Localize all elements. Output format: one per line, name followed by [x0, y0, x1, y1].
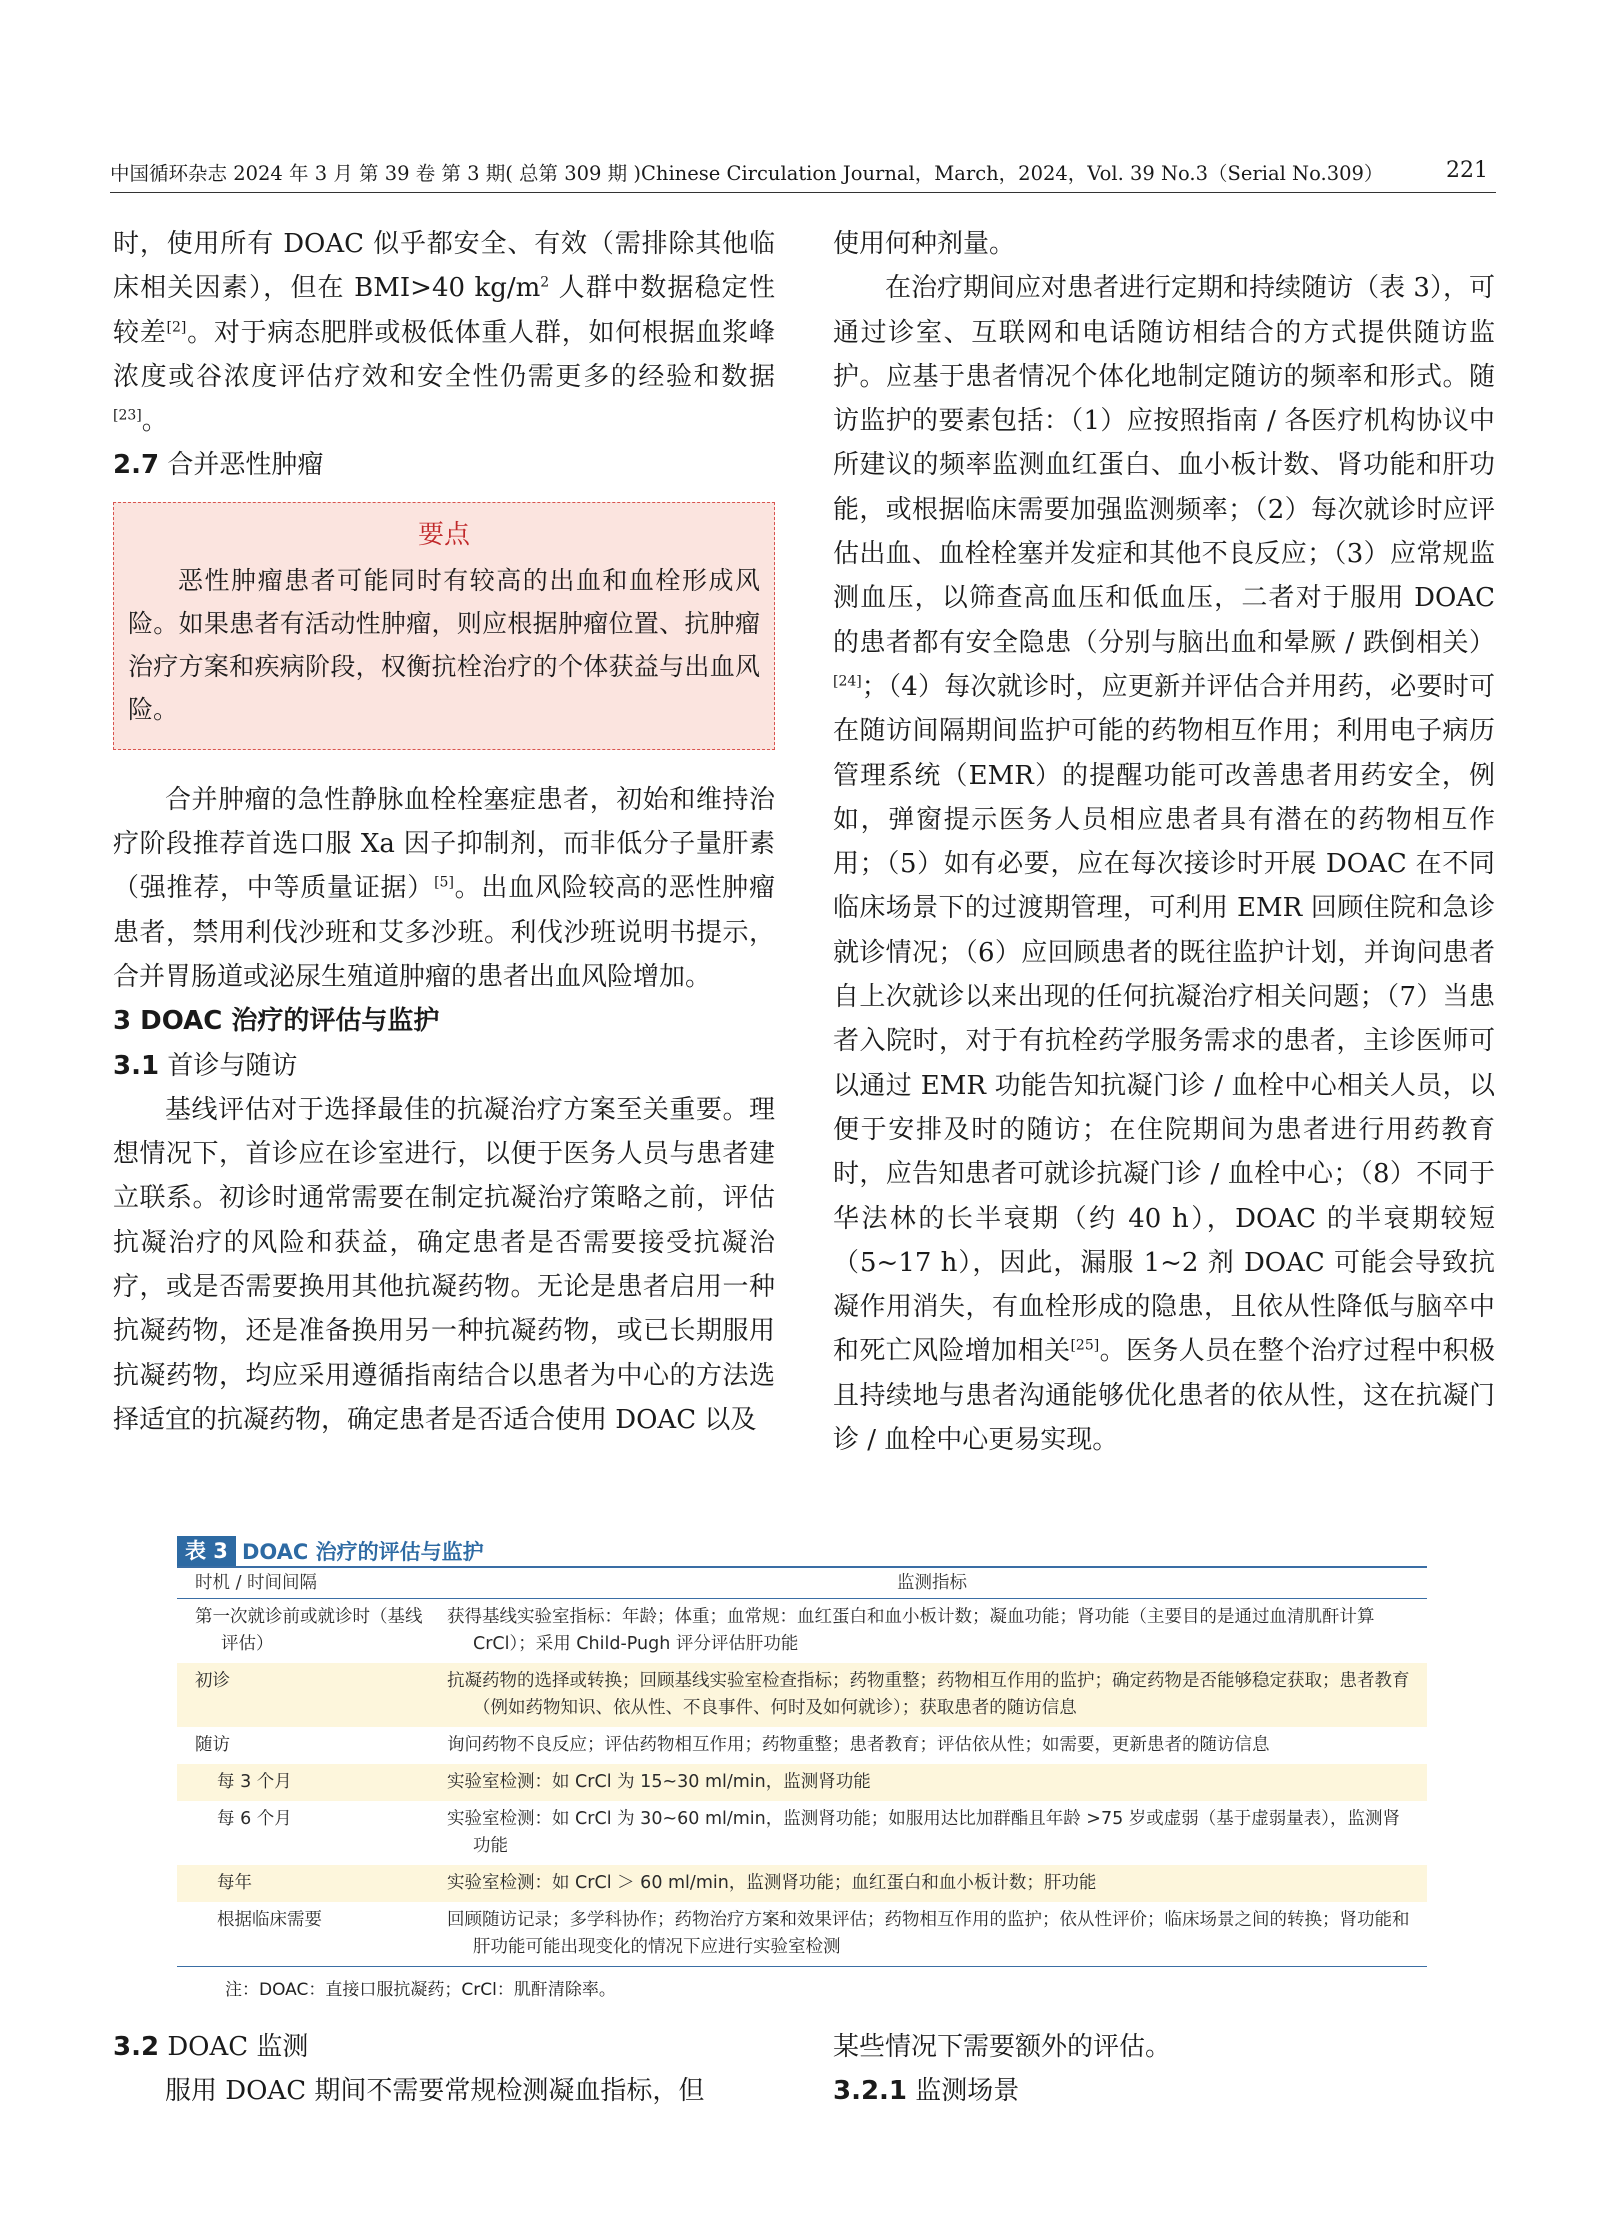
section-title: DOAC 监测	[167, 2032, 309, 2062]
text-run: 在治疗期间应对患者进行定期和持续随访（表 3），可通过诊室、互联网和电话随访相结合的方式提供随访监护。应基于患者情况个体化地制定随访的频率和形式。随访监护的要素包括：（1）应按照指南 / 各医疗机构协议中所建议的频率监测血红蛋白、血小板计数、肾功能和肝功能，或根据临床需要加强监测频率；（2）每次就诊时应评估出血、血栓栓塞并发症和其他不良反应；（3）应常规监测血压，以筛查高血压和低血压，二者对于服用 DOAC 的患者都有安全隐患（分别与脑出血和晕厥 / 跌倒相关）	[833, 273, 1495, 658]
paragraph-extra-eval: 某些情况下需要额外的评估。	[833, 2032, 1172, 2062]
text-run: 合并肿瘤的急性静脉血栓栓塞症患者，初始和维持治疗阶段推荐首选口服 Xa 因子抑制剂，而非低分子量肝素（强推荐，中等质量证据）	[113, 784, 775, 904]
text-run: 。医务人员在整个治疗过程中积极且持续地与患者沟通能够优化患者的依从性，这在抗凝门诊 / 血栓中心更易实现。	[833, 1336, 1495, 1456]
text-run: 时，使用所有 DOAC 似乎都安全、有效（需排除其他临床相关因素），但在 BMI>40 kg/m	[113, 229, 775, 304]
indicator-text: 获得基线实验室指标：年龄；体重；血常规：血红蛋白和血小板计数；凝血功能；肾功能（主要目的是通过血清肌酐计算 CrCl）；采用 Child-Pugh 评分评估肝功能	[447, 1607, 1375, 1654]
citation-ref: [5]	[434, 874, 454, 891]
indicator-text: 询问药物不良反应；评估药物相互作用；药物重整；患者教育；评估依从性；如需要，更新患者的随访信息	[447, 1735, 1270, 1755]
section-number: 2.7	[113, 450, 160, 481]
section-heading-3-2	[113, 2025, 775, 2069]
header-rule	[110, 192, 1496, 193]
table-row	[177, 1663, 1427, 1727]
keypoint-title: 要点	[417, 519, 470, 550]
text-run: 。	[141, 406, 168, 437]
right-column	[833, 222, 1495, 1462]
indicator-cell	[437, 1806, 1427, 1860]
indicator-cell	[437, 1870, 1427, 1897]
indicator-cell	[437, 1604, 1427, 1658]
table-title: DOAC 治疗的评估与监护	[241, 1540, 484, 1564]
table-row	[177, 1865, 1427, 1902]
text-run: 。对于病态肥胖或极低体重人群，如何根据血浆峰浓度或谷浓度评估疗效和安全性仍需更多的经验和数据	[113, 317, 775, 392]
citation-ref: [23]	[113, 407, 142, 424]
indicator-text: 实验室检测：如 CrCl ＞ 60 ml/min，监测肾功能；血红蛋白和血小板计数；肝功能	[447, 1873, 1097, 1893]
paragraph-dose: 使用何种剂量。	[833, 229, 1016, 259]
superscript: 2	[540, 274, 550, 291]
timing-cell: 根据临床需要	[217, 1910, 322, 1930]
timing-text: 第一次就诊前或就诊时（基线评估）	[195, 1607, 423, 1654]
indicator-cell	[437, 1907, 1427, 1961]
paragraph-monitoring: 服用 DOAC 期间不需要常规检测凝血指标，但	[165, 2076, 705, 2107]
section-heading-3	[113, 999, 775, 1043]
indicator-text: 回顾随访记录；多学科协作；药物治疗方案和效果评估；药物相互作用的监护；依从性评价；临床场景之间的转换；肾功能和肝功能可能出现变化的情况下应进行实验室检测	[447, 1910, 1410, 1957]
indicator-cell	[437, 1769, 1427, 1796]
section-number: 3.1	[113, 1050, 160, 1081]
table-row	[177, 1727, 1427, 1764]
page-number: 221	[1446, 158, 1488, 183]
indicator-text: 抗凝药物的选择或转换；回顾基线实验室检查指标；药物重整；药物相互作用的监护；确定药物是否能够稳定获取；患者教育（例如药物知识、依从性、不良事件、何时及如何就诊）；获取患者的随访信息	[447, 1671, 1410, 1718]
keypoint-text: 恶性肿瘤患者可能同时有较高的出血和血栓形成风险。如果患者有活动性肿瘤，则应根据肿瘤位置、抗肿瘤治疗方案和疾病阶段，权衡抗栓治疗的个体获益与出血风险。	[128, 565, 760, 724]
timing-cell: 每年	[217, 1873, 252, 1893]
timing-cell: 初诊	[195, 1671, 230, 1691]
timing-cell: 每 6 个月	[217, 1809, 292, 1829]
section-title: 监测场景	[915, 2076, 1020, 2107]
left-column	[113, 222, 775, 1442]
citation-ref: [24]	[833, 673, 862, 690]
section-heading-2-7	[113, 443, 775, 487]
table-header	[177, 1568, 1427, 1599]
citation-ref: [2]	[166, 318, 187, 335]
indicator-text: 实验室检测：如 CrCl 为 30~60 ml/min，监测肾功能；如服用达比加群酯且年龄 >75 岁或虚弱（基于虚弱量表），监测肾功能	[447, 1809, 1401, 1856]
timing-cell: 随访	[195, 1735, 230, 1755]
indicator-cell	[437, 1668, 1427, 1722]
text-run: 人群中数据稳定性较差	[113, 273, 775, 348]
table-3	[177, 1536, 1427, 2000]
section-number: 3.2.1	[833, 2076, 908, 2107]
column-header-indicators: 监测指标	[897, 1573, 967, 1593]
table-row	[177, 1764, 1427, 1801]
section-title: 3 DOAC 治疗的评估与监护	[113, 1006, 440, 1037]
timing-cell	[177, 1604, 437, 1658]
section-title: 首诊与随访	[167, 1050, 298, 1081]
section-heading-3-2-1	[833, 2069, 1495, 2113]
table-note: 注：DOAC：直接口服抗凝药；CrCl：肌酐清除率。	[177, 1966, 1427, 2000]
section-title: 合并恶性肿瘤	[167, 450, 324, 481]
section-heading-3-1	[113, 1044, 775, 1088]
table-tag: 表 3	[177, 1536, 236, 1566]
column-header-timing: 时机 / 时间间隔	[195, 1573, 318, 1593]
timing-cell: 每 3 个月	[217, 1772, 292, 1792]
section-number: 3.2	[113, 2032, 160, 2062]
running-header: 中国循环杂志 2024 年 3 月 第 39 卷 第 3 期( 总第 309 期 )Chinese Circulation Journal，March，2024，Vol. 39 No.3（Serial No.309）	[110, 162, 1384, 185]
citation-ref: [25]	[1070, 1337, 1100, 1354]
text-run: ；（4）每次就诊时，应更新并评估合并用药，必要时可在随访间隔期间监护可能的药物相互作用；利用电子病历管理系统（EMR）的提醒功能可改善患者用药安全，例如，弹窗提示医务人员相应患者具有潜在的药物相互作用；（5）如有必要，应在每次接诊时开展 DOAC 在不同临床场景下的过渡期管理，可利用 EMR 回顾住院和急诊就诊情况；（6）应回顾患者的既往监护计划，并询问患者自上次就诊以来出现的任何抗凝治疗相关问题；（7）当患者入院时，对于有抗栓药学服务需求的患者，主诊医师可以通过 EMR 功能告知抗凝门诊 / 血栓中心相关人员，以便于安排及时的随访；在住院期间为患者进行用药教育时，应告知患者可就诊抗凝门诊 / 血栓中心；（8）不同于华法林的长半衰期（约 40 h），DOAC 的半衰期较短（5~17 h），因此，漏服 1~2 剂 DOAC 可能会导致抗凝作用消失，有血栓形成的隐患，且依从性降低与脑卒中和死亡风险增加相关	[833, 671, 1495, 1367]
indicator-text: 实验室检测：如 CrCl 为 15~30 ml/min，监测肾功能	[447, 1772, 871, 1792]
paragraph-obesity	[113, 222, 775, 443]
table-row	[177, 1599, 1427, 1663]
text-run: 。出血风险较高的恶性肿瘤患者，禁用利伐沙班和艾多沙班。利伐沙班说明书提示，合并胃肠道或泌尿生殖道肿瘤的患者出血风险增加。	[113, 873, 775, 992]
bottom-right-column	[833, 2025, 1495, 2114]
table-row	[177, 1801, 1427, 1865]
paragraph-tumor	[113, 778, 775, 999]
paragraph-followup	[833, 266, 1495, 1462]
bottom-left-column	[113, 2025, 775, 2114]
table-caption	[177, 1536, 1427, 1568]
paragraph-baseline: 基线评估对于选择最佳的抗凝治疗方案至关重要。理想情况下，首诊应在诊室进行，以便于医务人员与患者建立联系。初诊时通常需要在制定抗凝治疗策略之前，评估抗凝治疗的风险和获益，确定患者是否需要接受抗凝治疗，或是否需要换用其他抗凝药物。无论是患者启用一种抗凝药物，还是准备换用另一种抗凝药物，或已长期服用抗凝药物，均应采用遵循指南结合以患者为中心的方法选择适宜的抗凝药物，确定患者是否适合使用 DOAC 以及	[113, 1094, 775, 1435]
indicator-cell	[437, 1732, 1427, 1759]
table-row	[177, 1902, 1427, 1966]
keypoint-box	[113, 502, 775, 750]
